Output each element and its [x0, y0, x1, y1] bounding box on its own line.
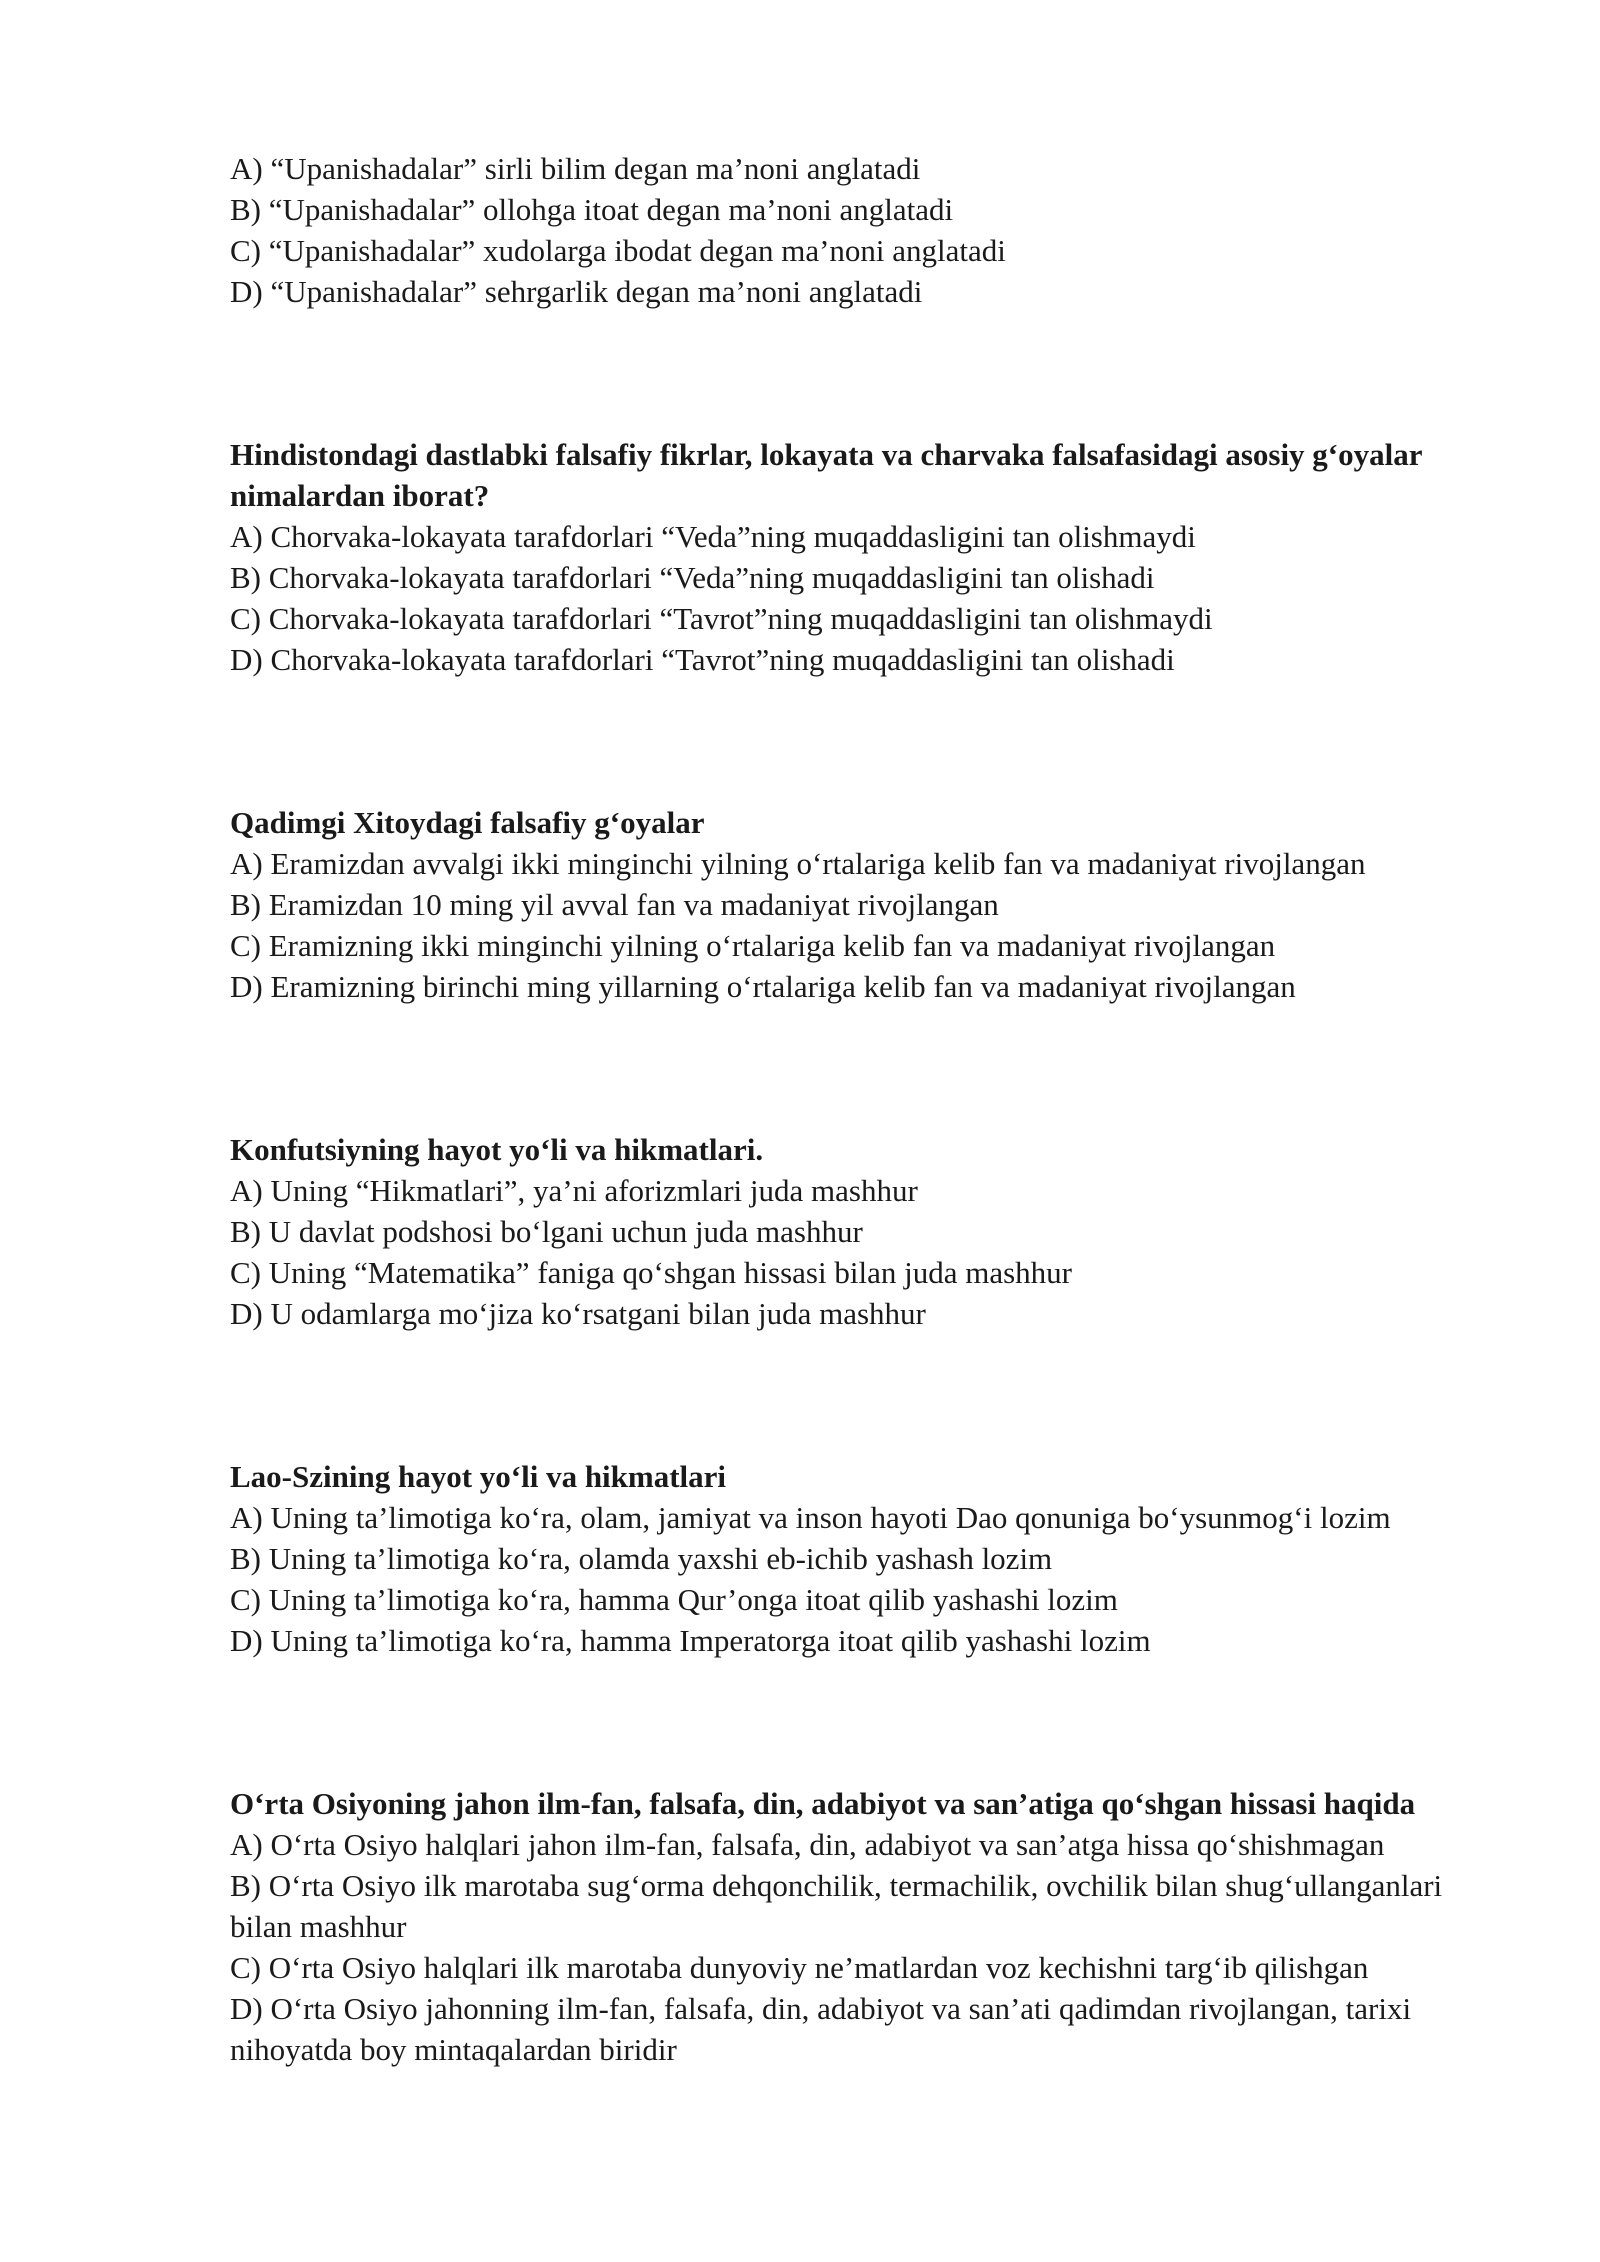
question-title: Lao-Szining hayot yo‘li va hikmatlari	[230, 1459, 727, 1494]
question-block-hindiston	[230, 434, 1510, 680]
spacer	[230, 1007, 1510, 1129]
answer-option-b: B) Eramizdan 10 ming yil avval fan va madaniyat rivojlangan	[230, 887, 999, 922]
answer-option-b: B) O‘rta Osiyo ilk marotaba sug‘orma dehqonchilik, termachilik, ovchilik bilan shug‘ullanganlari bilan mashhur	[230, 1868, 1443, 1944]
answer-option-b: B) Chorvaka-lokayata tarafdorlari “Veda”ning muqaddasligini tan olishadi	[230, 560, 1155, 595]
answer-option-c: C) Uning ta’limotiga ko‘ra, hamma Qur’onga itoat qilib yashashi lozim	[230, 1582, 1118, 1617]
question-block-konfutsiy	[230, 1129, 1510, 1334]
answer-option-a: A) O‘rta Osiyo halqlari jahon ilm-fan, falsafa, din, adabiyot va san’atga hissa qo‘shishmagan	[230, 1827, 1385, 1862]
answer-option-d: D) Chorvaka-lokayata tarafdorlari “Tavrot”ning muqaddasligini tan olishadi	[230, 642, 1175, 677]
question-block-lao-szi	[230, 1456, 1510, 1661]
answer-option-c: C) Uning “Matematika” faniga qo‘shgan hissasi bilan juda mashhur	[230, 1255, 1072, 1290]
answer-option-c: C) Chorvaka-lokayata tarafdorlari “Tavrot”ning muqaddasligini tan olishmaydi	[230, 601, 1213, 636]
answer-option-c: C) Eramizning ikki minginchi yilning o‘rtalariga kelib fan va madaniyat rivojlangan	[230, 928, 1276, 963]
question-block-xitoy	[230, 802, 1510, 1007]
answer-option-b: B) “Upanishadalar” ollohga itoat degan ma’noni anglatadi	[230, 192, 954, 227]
spacer	[230, 1661, 1510, 1783]
answer-option-a: A) Uning “Hikmatlari”, ya’ni aforizmlari juda mashhur	[230, 1173, 918, 1208]
answer-option-c: C) “Upanishadalar” xudolarga ibodat degan ma’noni anglatadi	[230, 233, 1006, 268]
answer-option-c: C) O‘rta Osiyo halqlari ilk marotaba dunyoviy ne’matlardan voz kechishni targ‘ib qilishgan	[230, 1950, 1369, 1985]
question-title: O‘rta Osiyoning jahon ilm-fan, falsafa, din, adabiyot va san’atiga qo‘shgan hissasi haqida	[230, 1786, 1416, 1821]
answer-option-d: D) Uning ta’limotiga ko‘ra, hamma Imperatorga itoat qilib yashashi lozim	[230, 1623, 1151, 1658]
answer-option-b: B) Uning ta’limotiga ko‘ra, olamda yaxshi eb-ichib yashash lozim	[230, 1541, 1053, 1576]
spacer	[230, 1334, 1510, 1456]
answer-option-a: A) Uning ta’limotiga ko‘ra, olam, jamiyat va inson hayoti Dao qonuniga bo‘ysunmog‘i lozim	[230, 1500, 1391, 1535]
answer-option-a: A) “Upanishadalar” sirli bilim degan ma’noni anglatadi	[230, 151, 921, 186]
answer-option-d: D) Eramizning birinchi ming yillarning o‘rtalariga kelib fan va madaniyat rivojlangan	[230, 969, 1296, 1004]
question-block-upanishadalar	[230, 148, 1510, 312]
document-page	[230, 148, 1510, 2070]
question-title: Konfutsiyning hayot yo‘li va hikmatlari.	[230, 1132, 764, 1167]
answer-option-b: B) U davlat podshosi bo‘lgani uchun juda mashhur	[230, 1214, 863, 1249]
spacer	[230, 680, 1510, 802]
answer-option-a: A) Eramizdan avvalgi ikki minginchi yilning o‘rtalariga kelib fan va madaniyat rivojlangan	[230, 846, 1366, 881]
question-title: Qadimgi Xitoydagi falsafiy g‘oyalar	[230, 805, 705, 840]
answer-option-a: A) Chorvaka-lokayata tarafdorlari “Veda”ning muqaddasligini tan olishmaydi	[230, 519, 1196, 554]
question-block-orta-osiyo	[230, 1783, 1510, 2070]
question-title: Hindistondagi dastlabki falsafiy fikrlar, lokayata va charvaka falsafasidagi asosiy g‘oyalar nimalardan iborat?	[230, 437, 1422, 513]
answer-option-d: D) “Upanishadalar” sehrgarlik degan ma’noni anglatadi	[230, 274, 923, 309]
spacer	[230, 312, 1510, 434]
answer-option-d: D) O‘rta Osiyo jahonning ilm-fan, falsafa, din, adabiyot va san’ati qadimdan rivojlangan, tarixi nihoyatda boy mintaqalardan biridir	[230, 1991, 1412, 2067]
answer-option-d: D) U odamlarga mo‘jiza ko‘rsatgani bilan juda mashhur	[230, 1296, 926, 1331]
